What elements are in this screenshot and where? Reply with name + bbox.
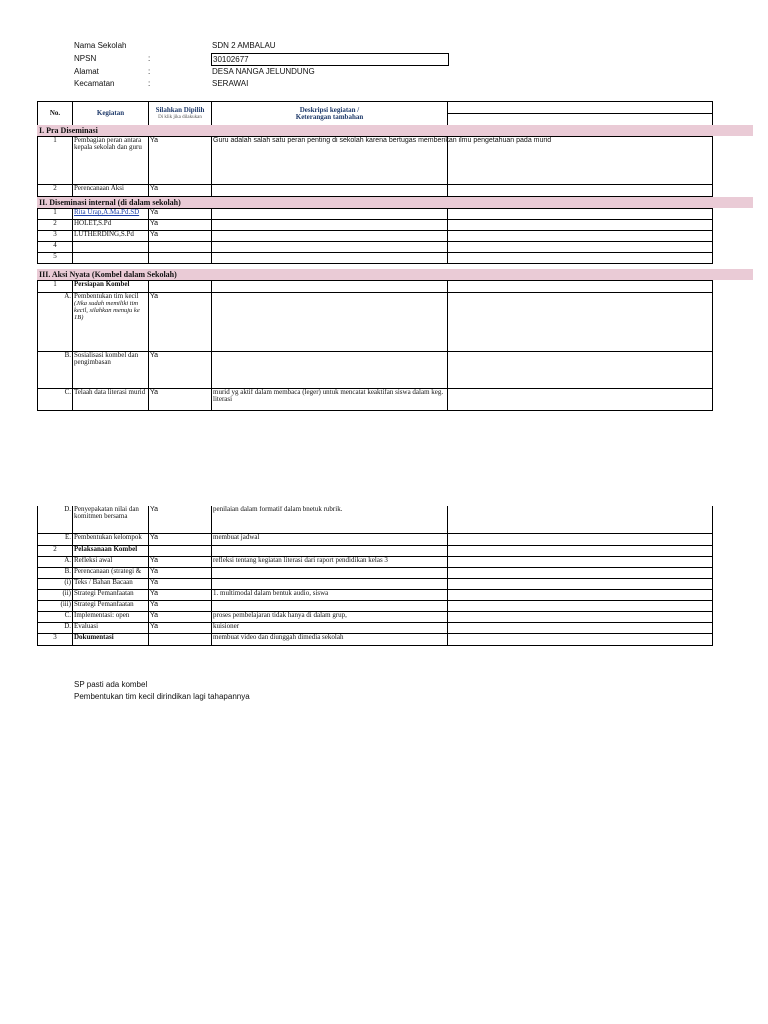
- row-kegiatan: Pembagian peran antara kepala sekolah dan guru: [73, 137, 149, 185]
- row-no: B.: [38, 352, 73, 389]
- row-kegiatan: [73, 253, 149, 264]
- row-deskripsi[interactable]: [212, 600, 448, 611]
- row-pilih[interactable]: Ya: [149, 622, 212, 633]
- npsn-input[interactable]: 30102677: [211, 53, 449, 66]
- row-no: 2: [38, 185, 73, 197]
- row-extra: [448, 611, 713, 622]
- row-no: A.: [38, 556, 73, 567]
- row-kegiatan: Perencanaan (strategi &: [73, 567, 149, 578]
- row-deskripsi[interactable]: 1. multimodal dalam bentuk audio, siswa: [212, 589, 448, 600]
- table-row: [38, 209, 713, 220]
- row-extra: [448, 293, 713, 352]
- row-deskripsi[interactable]: [212, 253, 448, 264]
- section-diseminasi-internal: II. Diseminasi internal (di dalam sekolah): [37, 197, 753, 208]
- sep-alamat: :: [148, 67, 151, 76]
- table-row: [38, 389, 713, 411]
- row-kegiatan: Penyepakatan nilai dan komitmen bersama: [73, 506, 149, 533]
- row-extra: [448, 389, 713, 411]
- header-deskripsi-2: Keterangan tambahan: [295, 112, 364, 121]
- row-extra: [448, 281, 713, 293]
- row-pilih[interactable]: Ya: [149, 220, 212, 231]
- row-deskripsi[interactable]: [212, 137, 552, 185]
- row-deskripsi[interactable]: [212, 567, 448, 578]
- row-extra: [448, 600, 713, 611]
- table-row: [38, 533, 713, 545]
- row-pilih[interactable]: [149, 281, 212, 293]
- row-kegiatan: [73, 242, 149, 253]
- header-deskripsi-1: Deskripsi kegiatan /: [299, 105, 360, 114]
- table-row: [38, 600, 713, 611]
- row-deskripsi[interactable]: [212, 220, 448, 231]
- row-deskripsi[interactable]: [212, 209, 448, 220]
- row-extra: [448, 556, 713, 567]
- row-kegiatan: [73, 293, 149, 352]
- row-deskripsi[interactable]: refleksi tentang kegiatan literasi dari raport pendidikan kelas 3: [212, 556, 448, 567]
- row-pilih[interactable]: [149, 242, 212, 253]
- table-header: [37, 101, 713, 126]
- row-extra: [448, 545, 713, 556]
- alamat-value: DESA NANGA JELUNDUNG: [212, 67, 315, 76]
- header-no: No.: [38, 102, 73, 126]
- row-pilih[interactable]: Ya: [149, 231, 212, 242]
- table-row: [38, 556, 713, 567]
- section-pra-diseminasi: I. Pra Diseminasi: [37, 125, 753, 136]
- note-1: SP pasti ada kombel: [74, 680, 148, 689]
- table-row: [38, 352, 713, 389]
- table-row: [38, 281, 713, 293]
- row-kegiatan: Dokumentasi: [73, 633, 149, 645]
- header-pilih-sub: Di klik jika dilakukan: [158, 114, 202, 120]
- row-no: C.: [38, 389, 73, 411]
- row-kegiatan: Sosialisasi kombel dan pengimbasan: [73, 352, 149, 389]
- row-no: (i): [38, 578, 73, 589]
- row-kegiatan: Strategi Pemanfaatan: [73, 600, 149, 611]
- row-no: B.: [38, 567, 73, 578]
- row-extra: [448, 622, 713, 633]
- row-deskripsi[interactable]: [212, 231, 448, 242]
- row-pilih[interactable]: Ya: [149, 578, 212, 589]
- row-extra: [448, 567, 713, 578]
- row-no: 4: [38, 242, 73, 253]
- row-pilih[interactable]: Ya: [149, 533, 212, 545]
- row-extra: [448, 253, 713, 264]
- header-extra-1: [448, 102, 713, 114]
- table-row: [38, 231, 713, 242]
- row-kegiatan: Implementasi: open: [73, 611, 149, 622]
- row-pilih[interactable]: [149, 633, 212, 645]
- row-no: 1: [38, 209, 73, 220]
- row-kegiatan: Perencanaan Aksi: [73, 185, 149, 197]
- row-deskripsi[interactable]: penilaian dalam formatif dalam bnetuk rubrik.: [212, 506, 448, 533]
- table-row: [38, 137, 713, 185]
- table-row: [38, 589, 713, 600]
- row-pilih[interactable]: Ya: [149, 185, 212, 197]
- table-row: [38, 633, 713, 645]
- row-kegiatan: LUTHERDING,S.Pd: [73, 231, 149, 242]
- row-deskripsi[interactable]: membuat jadwal: [212, 533, 448, 545]
- row-pilih[interactable]: Ya: [149, 352, 212, 389]
- table-aksi-1: [37, 280, 713, 411]
- row-pilih[interactable]: [149, 545, 212, 556]
- row-deskripsi[interactable]: membuat video dan diunggah dimedia sekolah: [212, 633, 448, 645]
- teacher-link[interactable]: Rita Urap,A.Ma.Pd.SD: [74, 208, 140, 216]
- row-deskripsi[interactable]: [212, 281, 448, 293]
- row-deskripsi[interactable]: murid yg aktif dalam membaca (leger) untuk mencatat keaktifan siswa dalam keg. literasi: [212, 389, 448, 411]
- row-kegiatan: Refleksi awal: [73, 556, 149, 567]
- row-pilih[interactable]: Ya: [149, 506, 212, 533]
- kecamatan-value: SERAWAI: [212, 79, 249, 88]
- row-no: (iii): [38, 600, 73, 611]
- row-no: C.: [38, 611, 73, 622]
- table-row: [38, 220, 713, 231]
- header-extra-2: [448, 114, 713, 126]
- row-extra: [448, 209, 713, 220]
- row-deskripsi[interactable]: kuisioner: [212, 622, 448, 633]
- row-extra: [448, 589, 713, 600]
- sep-kecamatan: :: [148, 79, 151, 88]
- row-extra: [448, 533, 713, 545]
- row-deskripsi[interactable]: [212, 578, 448, 589]
- row-pilih[interactable]: Ya: [149, 567, 212, 578]
- row-deskripsi[interactable]: [212, 185, 448, 197]
- header-kegiatan: Kegiatan: [73, 102, 149, 126]
- row-no: 3: [38, 633, 73, 645]
- header-pilih: [149, 102, 212, 126]
- row-extra: [448, 633, 713, 645]
- table-row: [38, 545, 713, 556]
- row-deskripsi[interactable]: [212, 242, 448, 253]
- row-kegiatan: Pelaksanaan Kombel: [73, 545, 149, 556]
- row-pilih[interactable]: Ya: [149, 589, 212, 600]
- row-kegiatan: Evaluasi: [73, 622, 149, 633]
- note-2: Pembentukan tim kecil dirindikan lagi tahapannya: [74, 692, 250, 701]
- header-deskripsi: [212, 102, 448, 126]
- row-no: 1: [38, 281, 73, 293]
- row-pilih[interactable]: Ya: [149, 137, 212, 185]
- label-nama-sekolah: Nama Sekolah: [74, 41, 127, 50]
- row-no: 5: [38, 253, 73, 264]
- row-pilih[interactable]: Ya: [149, 389, 212, 411]
- row-deskripsi[interactable]: [212, 545, 448, 556]
- table-row: [38, 578, 713, 589]
- row-kegiatan[interactable]: [73, 209, 149, 220]
- row-deskripsi[interactable]: proses pembelajaran tidak hanya di dalam grup,: [212, 611, 448, 622]
- table-row: [38, 185, 713, 197]
- row-extra: [448, 220, 713, 231]
- row-deskripsi[interactable]: [212, 293, 448, 352]
- row-kegiatan: Strategi Pemanfaatan: [73, 589, 149, 600]
- row-no: A.: [38, 293, 73, 352]
- row-kegiatan: HOLET,S.Pd: [73, 220, 149, 231]
- row-kegiatan-note: (Jika sudah memiliki tim kecil, silahkan menuju ke 1B): [74, 300, 140, 321]
- row-pilih[interactable]: Ya: [149, 209, 212, 220]
- row-no: E.: [38, 533, 73, 545]
- row-no: 3: [38, 231, 73, 242]
- row-kegiatan-text: Pembentukan tim kecil: [74, 292, 139, 300]
- row-deskripsi-text: Guru adalah salah satu peran penting di sekolah karena bertugas memberikan ilmu pengetahuan pada murid: [213, 137, 552, 144]
- row-kegiatan: Teks / Bahan Bacaan: [73, 578, 149, 589]
- table-row: [38, 242, 713, 253]
- label-kecamatan: Kecamatan: [74, 79, 115, 88]
- row-deskripsi[interactable]: [212, 352, 448, 389]
- table-row: [38, 293, 713, 352]
- label-alamat: Alamat: [74, 67, 99, 76]
- row-extra: [448, 578, 713, 589]
- row-pilih[interactable]: Ya: [149, 556, 212, 567]
- row-extra: [448, 231, 713, 242]
- row-extra: [448, 506, 713, 533]
- table-pra: [37, 136, 713, 197]
- row-no: D.: [38, 622, 73, 633]
- table-row: [38, 506, 713, 533]
- row-extra: [448, 185, 713, 197]
- row-no: (ii): [38, 589, 73, 600]
- row-pilih[interactable]: Ya: [149, 600, 212, 611]
- table-row: [38, 253, 713, 264]
- table-row: [38, 622, 713, 633]
- table-aksi-2: [37, 506, 713, 646]
- label-npsn: NPSN: [74, 54, 97, 63]
- row-pilih[interactable]: [149, 253, 212, 264]
- section-aksi-nyata: III. Aksi Nyata (Kombel dalam Sekolah): [37, 269, 753, 280]
- table-row: [38, 567, 713, 578]
- row-no: 2: [38, 220, 73, 231]
- table-row: [38, 611, 713, 622]
- row-kegiatan: Pembentukan kelompok: [73, 533, 149, 545]
- row-no: 2: [38, 545, 73, 556]
- row-no: D.: [38, 506, 73, 533]
- row-kegiatan: Persiapan Kombel: [73, 281, 149, 293]
- school-name-value: SDN 2 AMBALAU: [212, 41, 276, 50]
- row-no: 1: [38, 137, 73, 185]
- table-diseminasi: [37, 208, 713, 264]
- row-extra: [448, 352, 713, 389]
- header-pilih-title: Silahkan Dipilih: [155, 105, 205, 114]
- row-extra: [448, 242, 713, 253]
- row-pilih[interactable]: Ya: [149, 611, 212, 622]
- row-pilih[interactable]: Ya: [149, 293, 212, 352]
- sep-npsn: :: [148, 54, 151, 63]
- row-kegiatan: Telaah data literasi murid: [73, 389, 149, 411]
